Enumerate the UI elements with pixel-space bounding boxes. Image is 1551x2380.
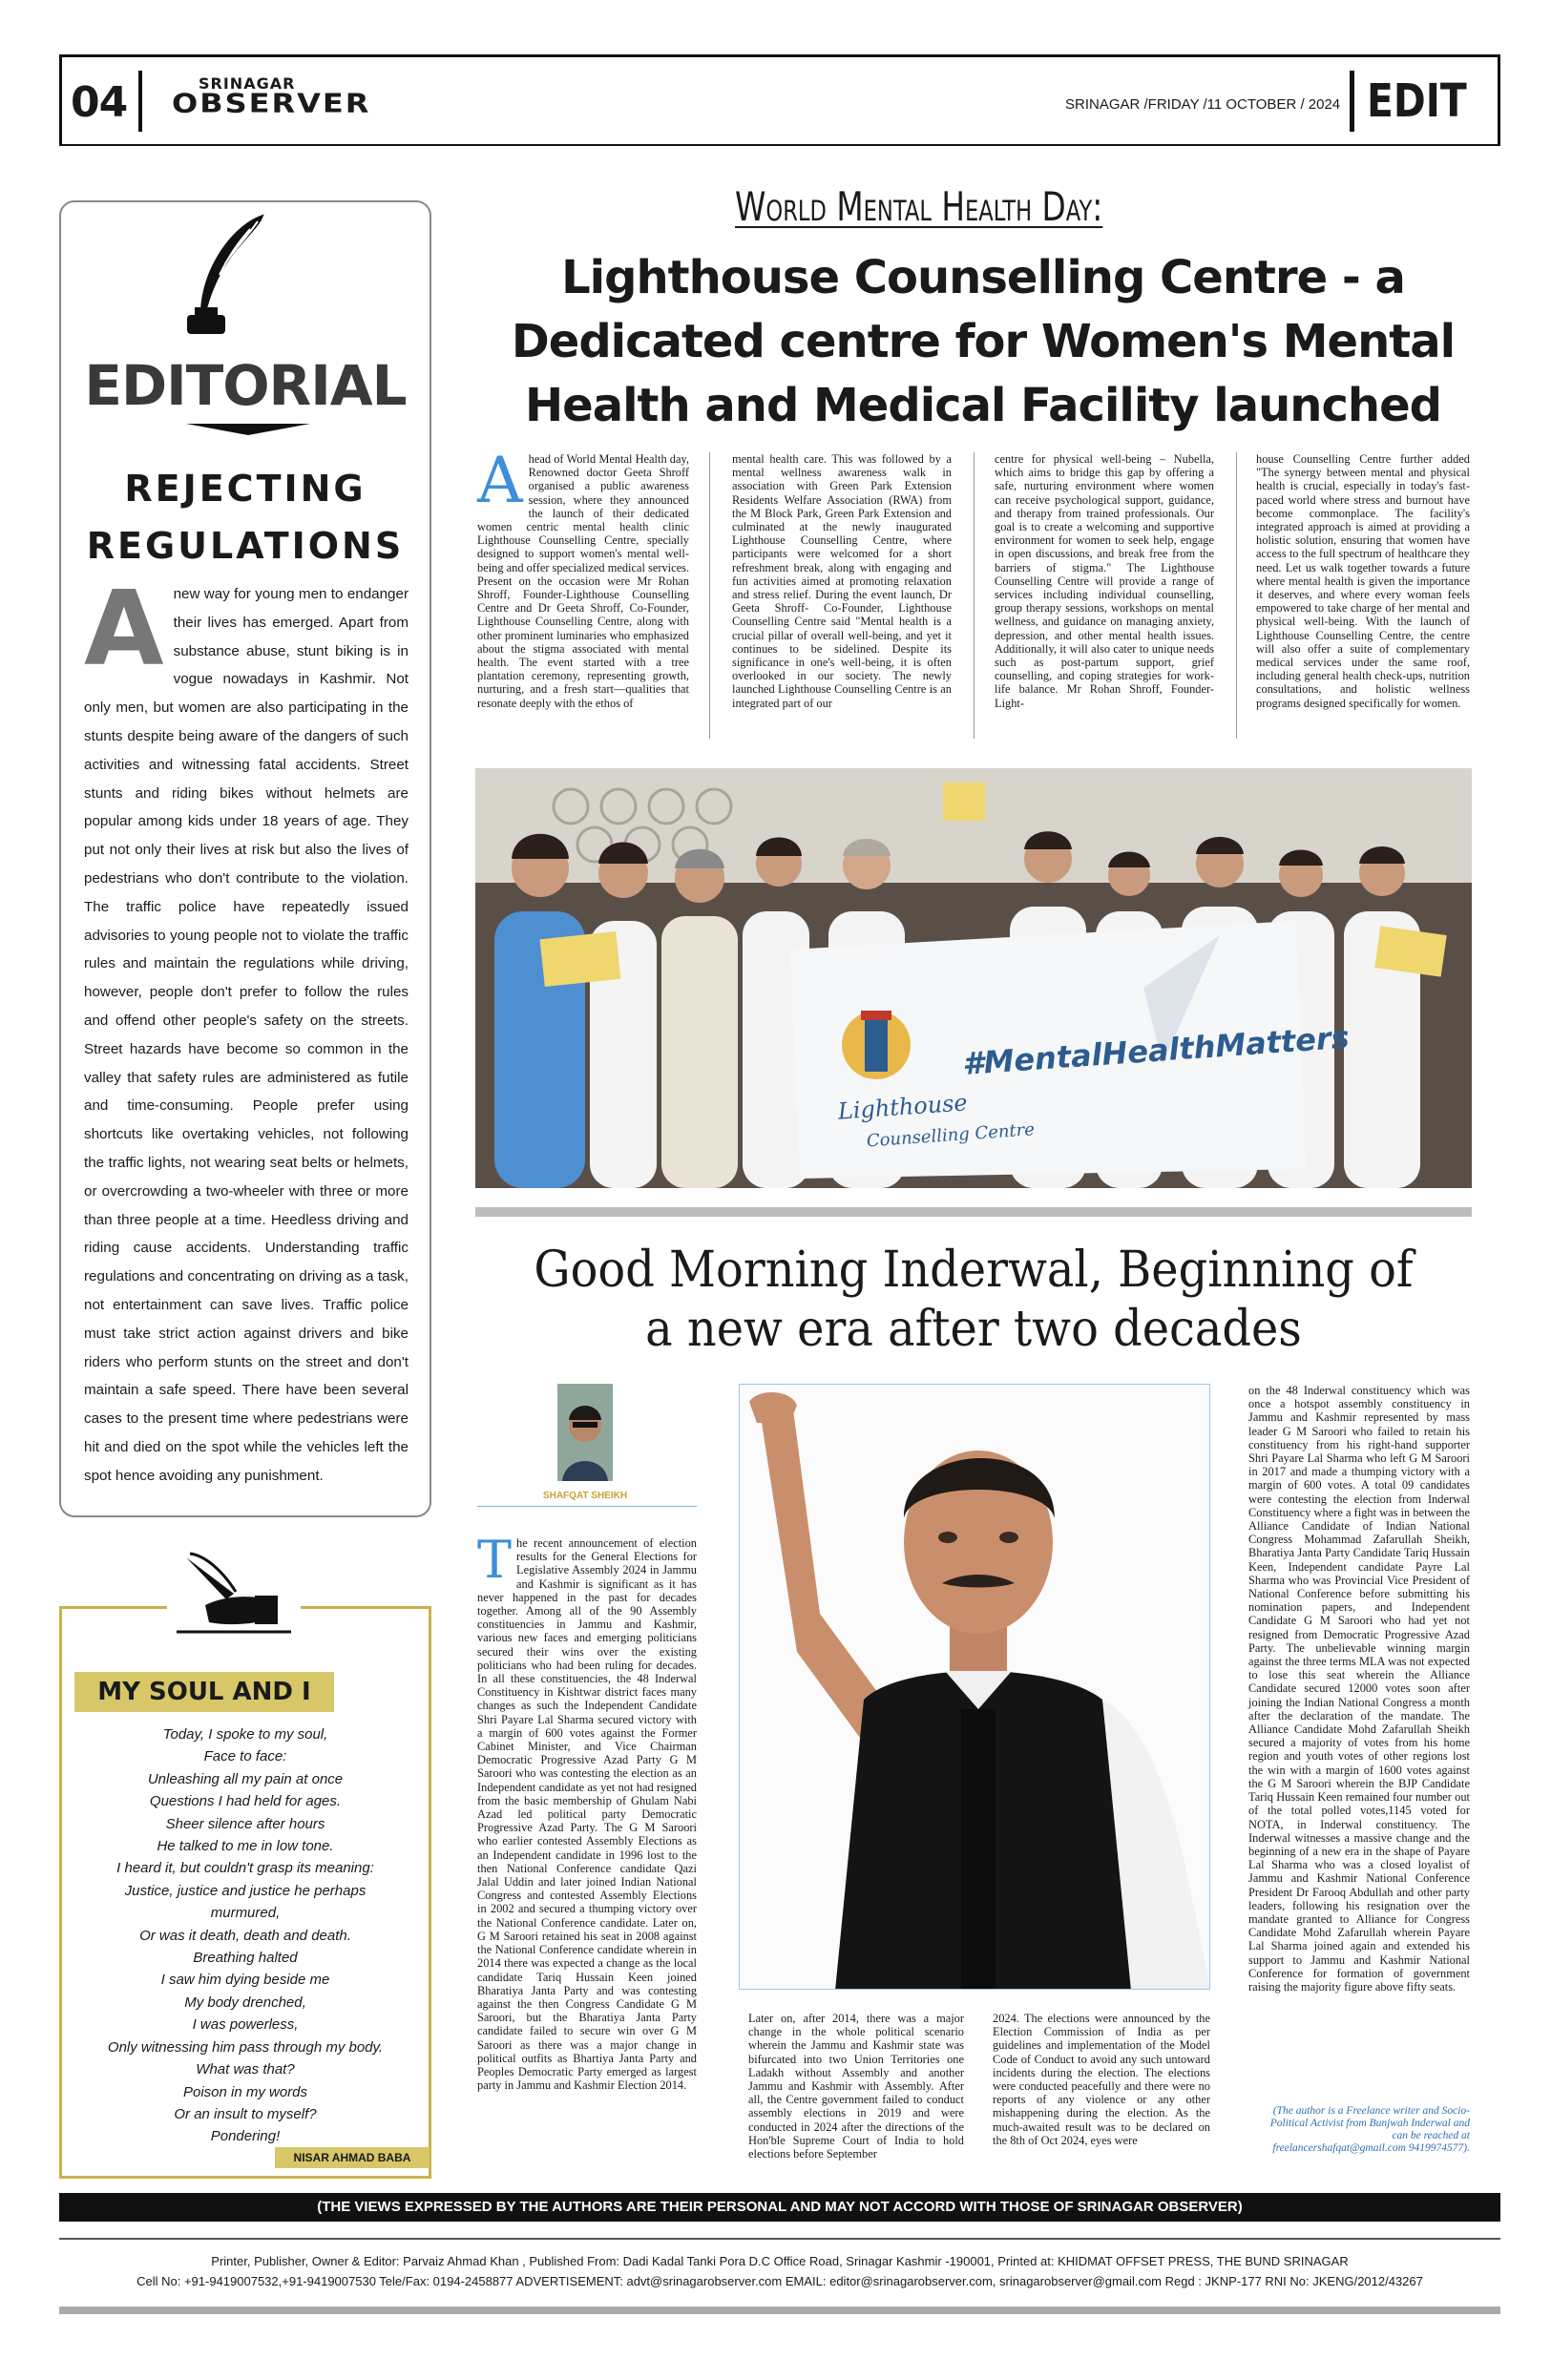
article-column: mental health care. This was followed by a mental wellness awareness walk in association with Green Park Extension Residents Welfare Association (RWA) from the M Block Park, Green Park Extension and culminated at the newly inaugurated Lighthouse Counselling Centre, where participants were welcomed for a short refreshment break, along with engaging and fun activities aimed at promoting relaxation and stress relief. During the event launch, Dr Geeta Shroff- Co-Founder, Lighthouse Counselling Centre said "Mental health is a crucial pillar of overall well-being, and yet it continues to be sidelined. Despite its significance in one's well-being, it is often overlooked in our society. The newly launched Lighthouse Counselling Centre is an integrated part of our (732, 452, 952, 710)
masthead-divider (138, 71, 142, 132)
article-column: centre for physical well-being – Nubella, which aims to bridge this gap by offering a safe, nurturing environment where women can receive psychological support, guidance, and therapy from trained professionals. Our goal is to create a welcoming and supportive environment for women to seek help, engage in open discussions, and break free from the barriers of stigma." The Lighthouse Counselling Centre will provide a range of services including individual counselling, group therapy sessions, workshops on mental wellness, and guidance on managing anxiety, depression, and other mental health issues. Additionally, it will also cater to unique needs such as post-partum support, grief counselling, and coping strategies for work-life balance. Mr Rohan Shroff, Founder-Light- (995, 452, 1214, 710)
banner-logo-text: Lighthouse (836, 1089, 969, 1125)
poem-line: Poison in my words (182, 2083, 308, 2100)
poem-line: I was powerless, (192, 2016, 299, 2034)
article-column: on the 48 Inderwal constituency which was once a hotspot assembly constituency in Jammu and Kashmir represented by mass leader G M Saroori who failed to retain his constituency from his right-hand supporter Shri Payare Lal Sharma who left G M Saroori in 2017 and made a thumping victory with a margin of 600 votes. A total 09 candidates were contesting the election from Inderwal Constituency where a fight was in between the Alliance Candidate of Indian National Congress Mohammad Zafarullah Sheikh, Bharatiya Janta Party Candidate Tariq Hussain Keen, Independent candidate Payre Lal Sharma who was Provincial Vice President of National Conference before submitting his nomination papers, and Independent Candidate G M Saroori who had yet not resigned from Democratic Progressive Azad Party. The unbelievable winning margin against the three terms MLA was not expected to lose this seat wherein the Alliance Candidate secured 12000 votes soon after joining the Indian National Congress a month after the declaration of the mandate. The Alliance Candidate Mohd Zafarullah Sheikh secured a majority of votes from his home region and youth votes of other regions lost the win with a margin of 1600 votes against the G M Saroori wherein the BJP Candidate Tariq Hussain Keen remained four number out of the total polled votes,1145 voted for NOTA, in Inderwal constituency. The Inderwal witnesses a massive change and the beginning of a new era in the shape of Payare Lal Sharma who was a closed loyalist of Jammu and Kashmir National Conference President Dr Farooq Abdullah and other party leaders, following his resignation over the mandate granted to Alliance for Congress Candidate Mohd Zafarullah wherein Payare Lal Sharma joined again and extended his support to Jammu and Kashmir National Conference for formation of government raising the majority figure above fifty seats. (1248, 1384, 1470, 1994)
dropcap: A (84, 570, 164, 689)
poem-line: Breathing halted (193, 1950, 298, 1967)
poem-line: Today, I spoke to my soul, (162, 1726, 328, 1743)
poem-lines (78, 1723, 412, 2148)
headline-line: a new era after two decades (645, 1301, 1302, 1358)
editorial-body (84, 570, 409, 1491)
masthead-divider (1350, 71, 1354, 132)
contact-line: Cell No: +91-9419007532,+91-9419007530 Tele/Fax: 0194-2458877 ADVERTISEMENT: advt@srinagarobserver.com EMAIL: editor@srinagarobserver.com, srinagarobserver@gmail.com Regd : JKNP-177 RNI No: JKENG/2012/43267 (136, 2274, 1423, 2288)
poem-title: MY SOUL AND I (74, 1672, 334, 1712)
poem-line: Or an insult to myself? (174, 2105, 317, 2122)
section-divider (475, 1207, 1472, 1217)
poem-line: Pondering! (210, 2128, 281, 2145)
section-label: EDIT (1367, 74, 1467, 128)
article-column: house Counselling Centre further added "The synergy between mental and physical health is crucial, especially in today's fast-paced world where stress and burnout have become commonplace. The facility's integrated approach is aimed at providing a holistic solution, ensuring that women have access to the full spectrum of healthcare they need. Let us walk together towards a future where mental health is given the importance it deserves, and where every woman feels empowered to take charge of her mental and physical well-being. With the launch of Lighthouse Counselling Centre, the centre will also offer a suite of complementary medical services under the same roof, including general health check-ups, nutrition consultations, and holistic wellness programs designed specifically for women. (1256, 452, 1470, 710)
editorial-text: new way for young men to endanger their lives has emerged. Apart from substance abuse, stunt biking is in vogue nowadays in Kashmir. Not only men, but women are also participating in the stunts despite being aware of the dangers of such activities and witnessing fatal accidents. Street stunts and riding bikes without helmets are popular among kids under 18 years of age. They put not only their lives at risk but also the lives of pedestrians who don't contribute to the violation. The traffic police have repeatedly issued advisories to young people not to violate the traffic rules and maintain the regulations while driving, however, people don't prefer to follow the rules and offend other people's safety on the streets. Street hazards have become so common in the valley that safety rules are administered as futile and time-consuming. People prefer using shortcuts like overtaking vehicles, not following the traffic lights, not wearing seat belts or helmets, or overcrowding a two-wheeler with three or more than three people at a time. Heedless driving and riding cause accidents. Understanding traffic regulations and concentrating on driving as a task, not entertainment can save lives. Traffic police must take strict action against drivers and bike riders who perform stunts on the street and don't maintain a safe speed. There have been several cases to the present time where pedestrians were hit and died on the spot while the vehicles left the spot hence avoiding any punishment. (84, 586, 409, 1484)
footer-rule (59, 2238, 1500, 2240)
disclaimer-bar: (THE VIEWS EXPRESSED BY THE AUTHORS ARE THEIR PERSONAL AND MAY NOT ACCORD WITH THOSE OF SRINAGAR OBSERVER) (59, 2193, 1500, 2222)
politician-photo (739, 1384, 1210, 1990)
down-arrow-icon (186, 420, 310, 435)
banner-logo-subtext: Counselling Centre (866, 1119, 1036, 1152)
poem-line: Unleashing all my pain at once (147, 1770, 344, 1787)
column-rule (974, 452, 975, 739)
dateline: SRINAGAR /FRIDAY /11 OCTOBER / 2024 (1065, 96, 1341, 113)
dropcap: T (477, 1530, 513, 1590)
poem-author: NISAR AHMAD BABA (275, 2147, 430, 2168)
editorial-title: REJECTING REGULATIONS (86, 468, 405, 567)
article-headline: Lighthouse Counselling Centre - a Dedicated centre for Women's Mental Health and Medical Facility launched (511, 251, 1456, 432)
poem-line: Sheer silence after hours (165, 1815, 325, 1832)
page-number: 04 (71, 78, 128, 127)
banner-hashtag: #MentalHealthMatters (961, 1018, 1351, 1083)
column-rule (709, 452, 710, 739)
poem-line: Only witnessing him pass through my body. (107, 2038, 384, 2056)
bottom-bar (59, 2307, 1500, 2314)
poem-line: What was that? (196, 2061, 295, 2078)
poem-line: My body drenched, (184, 1994, 306, 2011)
poem-line: Questions I had held for ages. (149, 1793, 342, 1810)
article-column: Later on, after 2014, there was a major change in the whole political scenario wherein the Jammu and Kashmir state was bifurcated into two Union Territories one Ladakh without Assembly and another Jammu and Kashmir with Assembly. After all, the Centre government failed to conduct assembly elections in 2019 and were conducted in 2024 after the directions of the Hon'ble Supreme Court of India to hold elections before September (748, 2012, 964, 2161)
poem-line: Or was it death, death and death. (139, 1927, 351, 1944)
imprint-line: Printer, Publisher, Owner & Editor: Parvaiz Ahmad Khan , Published From: Dadi Kadal Tanki Pora D.C Office Road, Srinagar Kashmir -190001, Printed at: KHIDMAT OFFSET PRESS, THE BUND SRINAGAR (211, 2254, 1349, 2268)
author-rule (477, 1506, 697, 1507)
editorial-label: EDITORIAL (84, 353, 407, 418)
headline-line: Good Morning Inderwal, Beginning of (534, 1242, 1414, 1299)
article-column: 2024. The elections were announced by the Election Commission of India as per guidelines and implementation of the Model Code of Conduct to avoid any such untoward incidents during the election. The elections were conducted peacefully and there were no reports of any violence or any other mishappening during the election. As the much-awaited result was to be declared on the 8th of Oct 2024, eyes were (993, 2012, 1210, 2147)
article-kicker: World Mental Health Day: (735, 183, 1103, 230)
author-name: SHAFQAT SHEIKH (542, 1491, 628, 1501)
event-photo-illustration (475, 768, 1472, 1188)
hand-writing-quill-icon (167, 1538, 301, 1643)
poem-line: Face to face: (203, 1748, 287, 1765)
article-column (477, 1530, 697, 2093)
poem-line: murmured, (210, 1905, 281, 1922)
poem-line: He talked to me in low tone. (157, 1838, 334, 1855)
brand-top: SRINAGAR (199, 74, 296, 93)
poem-line: I saw him dying beside me (160, 1972, 330, 1989)
article-text: he recent announcement of election results for the General Elections for Legislative Assembly 2024 in Jammu and Kashmir is significant as it has never happened in the past for decades together. Among all of the 90 Assembly constituencies in Jammu and Kashmir, various new faces and emerging politicians secured their wins over the existing politicians who had been ruling for decades. In all these constituencies, the 48 Inderwal Constituency in Kishtwar district faces many changes as such the Independent Candidate Shri Payare Lal Sharma secured victory with a margin of 600 votes against the Former Cabinet Minister, and Vice Chairman Democratic Progressive Azad Party G M Saroori who was contesting the election as an Independent candidate as yet not had resigned from the basic membership of Ghulam Nabi Azad led political party Democratic Progressive Azad Party. The G M Saroori who earlier contested Assembly Elections as an Independent candidate in 1996 lost to the then National Conference candidate Qazi Jalal Uddin and later joined Indian National Congress and contested Assembly Elections in 2002 and secured a thumping victory over the National Conference candidate. Later on, G M Saroori retained his seat in 2008 against the National Conference candidate wherein in 2014 there was expected a change as the local candidate Tariq Hussain Keen joined Bharatiya Janta Party and was contesting against the then Congress Candidate G M Saroori, but the Bharatiya Janta Party candidate failed to secure win over G M Saroori as there was a major change in political outfits as Bhartiya Janta Party and Peoples Democratic Party emerged as largest party in Jammu and Kashmir Election 2014. (477, 1536, 697, 2093)
article-column (477, 444, 690, 710)
quill-inkpot-icon (153, 208, 286, 342)
author-avatar (557, 1384, 613, 1481)
poem-line: I heard it, but couldn't grasp its meaning: (116, 1860, 374, 1877)
author-byline: (The author is a Freelance writer and Socio-Political Activist from Bunjwah Inderwal and can be reached at freelancershafqat@gmail.com 9419974577). (1269, 2105, 1470, 2154)
event-photo (475, 768, 1472, 1188)
brand-logo[interactable]: OBSERVER (172, 88, 371, 119)
poem-line: Justice, justice and justice he perhaps (124, 1882, 367, 1899)
column-rule (1236, 452, 1237, 739)
article-headline (515, 1241, 1432, 1359)
dropcap: A (477, 444, 523, 517)
article-text: head of World Mental Health day, Renowned doctor Geeta Shroff organised a public awareness session, where they announced the launch of their dedicated women centric mental health clinic Lighthouse Counselling Centre, specially designed to support women's mental well-being and offer specialized medical services. Present on the occasion were Mr Rohan Shroff, Founder-Lighthouse Counselling Centre and Dr Geeta Shroff, Co-Founder, Lighthouse Counselling Centre, along with other prominent luminaries who emphasized about the stigma associated with mental health. The event started with a tree plantation ceremony, representing growth, nurturing, and a fresh start—qualities that resonate deeply with the ethos of (477, 452, 690, 710)
